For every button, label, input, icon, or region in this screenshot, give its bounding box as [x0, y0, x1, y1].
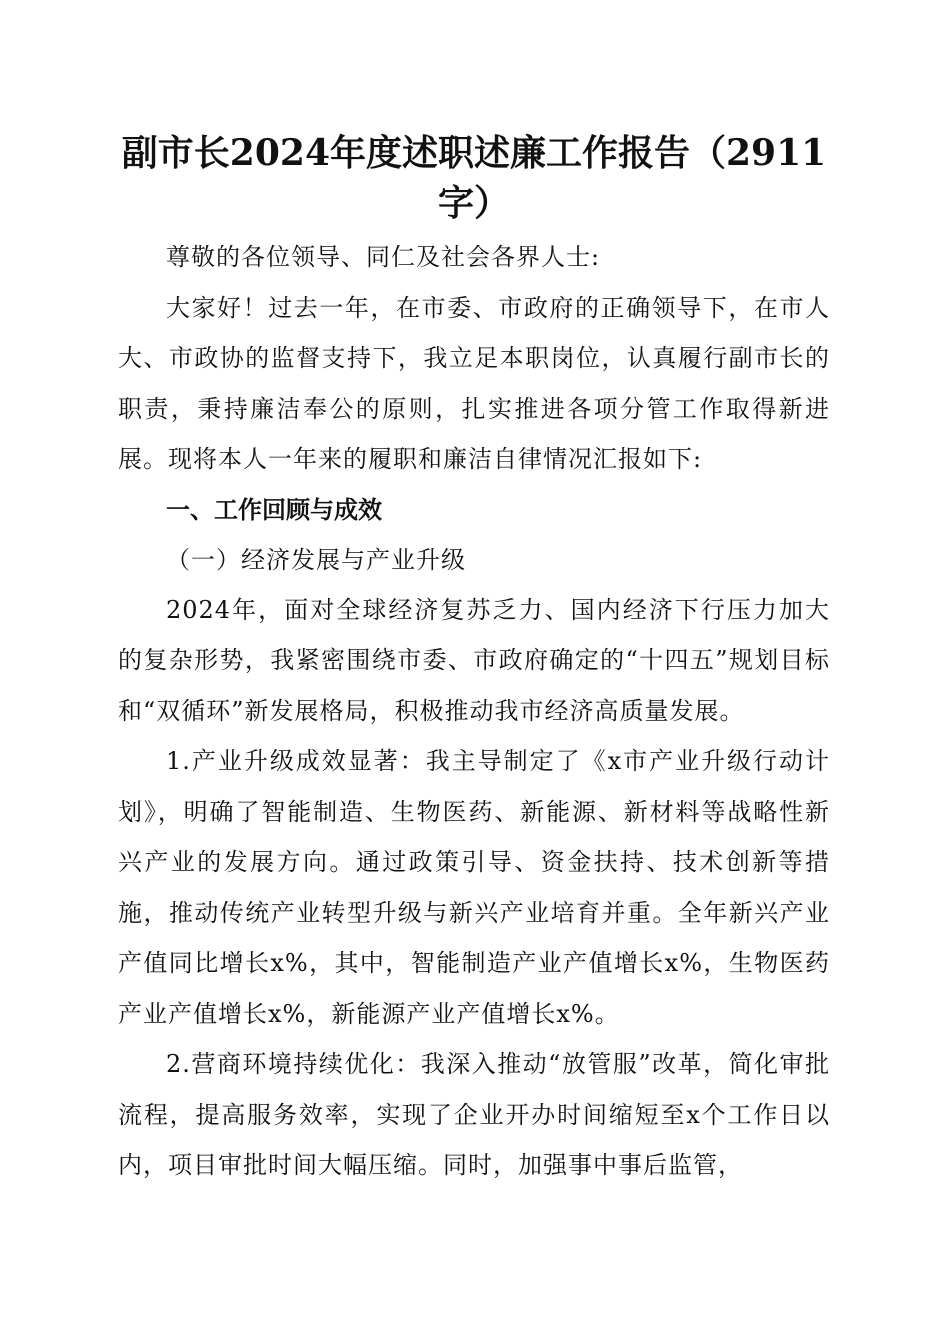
- section-heading-1: 一、工作回顾与成效: [166, 495, 382, 524]
- item-2-paragraph: 2.营商环境持续优化：我深入推动“放管服”改革，简化审批流程，提高服务效率，实现了企业开办时间缩短至x个工作日以内，项目审批时间大幅压缩。同时，加强事中事后监管，: [118, 1050, 830, 1179]
- salutation: 尊敬的各位领导、同仁及社会各界人士:: [166, 243, 601, 271]
- subsection-intro-paragraph: 2024年，面对全球经济复苏乏力、国内经济下行压力加大的复杂形势，我紧密围绕市委、市政府确定的“十四五”规划目标和“双循环”新发展格局，积极推动我市经济高质量发展。: [118, 595, 830, 725]
- document-page: [118, 128, 830, 1191]
- title-line-2: 字）: [437, 182, 510, 224]
- item-1-paragraph: 1.产业升级成效显著：我主导制定了《x市产业升级行动计划》，明确了智能制造、生物医药、新能源、新材料等战略性新兴产业的发展方向。通过政策引导、资金扶持、技术创新等措施，推动传统产业转型升级与新兴产业培育并重。全年新兴产业产值同比增长x%，其中，智能制造产业产值增长x%，生物医药产业产值增长x%，新能源产业产值增长x%。: [118, 747, 830, 1028]
- intro-paragraph: 大家好！过去一年，在市委、市政府的正确领导下，在市人大、市政协的监督支持下，我立足本职岗位，认真履行副市长的职责，秉持廉洁奉公的原则，扎实推进各项分管工作取得新进展。现将本人一年来的履职和廉洁自律情况汇报如下:: [118, 293, 830, 473]
- subsection-heading-1: （一）经济发展与产业升级: [166, 545, 466, 574]
- document-title: [118, 128, 830, 228]
- title-line-1: 副市长2024年度述职述廉工作报告（2911: [121, 132, 827, 174]
